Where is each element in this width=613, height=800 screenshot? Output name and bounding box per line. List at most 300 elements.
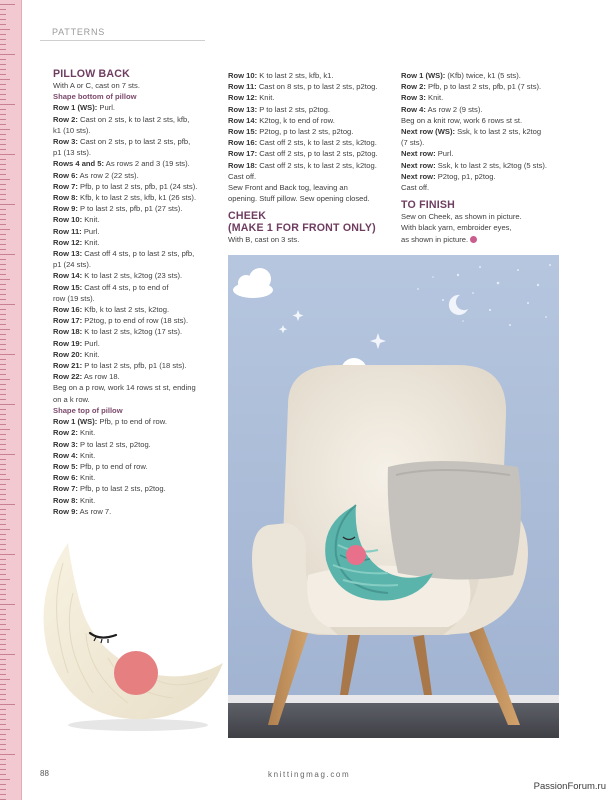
ruler-tick	[0, 314, 6, 315]
row-label: Row 3:	[53, 137, 78, 147]
ruler-tick	[0, 254, 15, 255]
ruler-tick	[0, 159, 6, 160]
ruler-tick	[0, 534, 6, 535]
instruction-line	[53, 136, 218, 147]
row-label: Row 8:	[53, 193, 78, 203]
ruler-tick	[0, 269, 6, 270]
row-text: P to last 2 sts, p2tog.	[257, 104, 331, 114]
instruction-line	[401, 104, 566, 115]
ruler-tick	[0, 669, 6, 670]
row-text: With A or C, cast on 7 sts.	[53, 81, 140, 90]
row-text: Knit.	[82, 215, 100, 225]
instruction-line	[228, 182, 393, 193]
instruction-line	[401, 148, 566, 159]
row-label: Row 14:	[228, 115, 258, 125]
cheek-instructions	[401, 70, 566, 193]
ruler-tick	[0, 469, 6, 470]
yarn-ball-icon	[470, 236, 477, 243]
row-label: Row 9:	[53, 506, 78, 516]
row-text: Pfb, p to last 2 sts, pfb, p1 (7 sts).	[425, 82, 542, 92]
row-text: Cast off 2 sts, k to last 2 sts, k2tog.	[257, 160, 377, 170]
ruler-tick	[0, 139, 6, 140]
ruler-tick	[0, 264, 6, 265]
row-text: Purl.	[435, 149, 454, 159]
instruction-line	[53, 259, 218, 270]
row-label: Row 18:	[228, 160, 258, 170]
ruler-tick	[0, 749, 6, 750]
ruler-tick	[0, 494, 6, 495]
ruler-tick	[0, 639, 6, 640]
row-text: Cast on 8 sts, p to last 2 sts, p2tog.	[256, 82, 378, 92]
ruler-tick	[0, 704, 15, 705]
ruler-tick	[0, 324, 6, 325]
ruler-tick	[0, 309, 6, 310]
ruler-tick	[0, 564, 6, 565]
ruler-tick	[0, 64, 6, 65]
ruler-tick	[0, 424, 6, 425]
instruction-line	[53, 483, 218, 494]
ruler-tick	[0, 154, 15, 155]
ruler-tick	[0, 234, 6, 235]
instruction-line	[401, 171, 566, 182]
ruler-tick	[0, 279, 10, 280]
ruler-tick	[0, 209, 6, 210]
ruler-tick	[0, 459, 6, 460]
row-label: Next row:	[401, 160, 436, 170]
row-text: Kfb, k to last 2 sts, k2tog.	[82, 305, 170, 315]
ruler-tick	[0, 59, 6, 60]
ruler-tick	[0, 144, 6, 145]
ruler-tick	[0, 259, 6, 260]
row-label: Row 1 (WS):	[53, 417, 98, 427]
subheading: Shape top of pillow	[53, 405, 123, 415]
row-label: Row 2:	[53, 428, 78, 438]
row-label: Next row:	[401, 149, 436, 159]
row-label: Row 4:	[401, 104, 426, 114]
row-text: P2tog, p to last 2 sts, p2tog.	[257, 127, 354, 137]
row-text: Ssk, k to last 2 sts, k2tog (5 sts).	[435, 160, 548, 170]
ruler-tick	[0, 129, 10, 130]
ruler-tick	[0, 439, 6, 440]
ruler-tick	[0, 104, 15, 105]
row-text: P2tog, p1, p2tog.	[435, 171, 496, 181]
header-divider	[40, 40, 205, 41]
row-label: Row 13:	[53, 249, 83, 259]
ruler-tick	[0, 644, 6, 645]
row-label: Next row:	[401, 171, 436, 181]
ruler-tick	[0, 454, 15, 455]
ruler-tick	[0, 9, 6, 10]
armchair-scene-illustration	[228, 255, 559, 738]
instruction-line	[401, 182, 566, 193]
row-text: Knit.	[82, 349, 100, 359]
instruction-line	[228, 92, 393, 103]
ruler-tick	[0, 779, 10, 780]
row-text: Cast off 2 sts, p to last 2 sts, p2tog.	[257, 149, 378, 159]
row-label: Row 11:	[53, 226, 82, 236]
finish-line	[401, 234, 566, 245]
ruler-tick	[0, 764, 6, 765]
ruler-tick	[0, 79, 10, 80]
ruler-tick	[0, 524, 6, 525]
ruler-tick	[0, 34, 6, 35]
row-label: Row 7:	[53, 484, 78, 494]
ruler-tick	[0, 664, 6, 665]
row-text: As row 2 (22 sts).	[77, 170, 139, 180]
row-text: Knit.	[82, 237, 100, 247]
instruction-line	[53, 226, 218, 237]
row-text: Knit.	[425, 93, 444, 103]
instruction-line	[401, 92, 566, 103]
ruler-tick	[0, 604, 15, 605]
row-label: Row 15:	[53, 282, 83, 292]
row-text: Knit.	[77, 428, 96, 438]
ruler-tick	[0, 569, 6, 570]
row-label: Row 18:	[53, 327, 83, 337]
instruction-line	[53, 349, 218, 360]
row-label: Row 13:	[228, 104, 258, 114]
ruler-tick	[0, 249, 6, 250]
instruction-line	[53, 461, 218, 472]
row-label: Row 16:	[53, 305, 83, 315]
ruler-tick	[0, 794, 6, 795]
row-text: K to last 2 sts, k2tog (17 sts).	[82, 327, 183, 337]
ruler-tick	[0, 84, 6, 85]
ruler-tick	[0, 549, 6, 550]
pillow-back-heading: PILLOW BACK	[53, 68, 130, 80]
ruler-tick	[0, 629, 10, 630]
ruler-tick	[0, 679, 10, 680]
ruler-tick	[0, 444, 6, 445]
ruler-tick	[0, 379, 10, 380]
row-text: (7 sts).	[401, 138, 425, 148]
instruction-line	[53, 80, 218, 91]
ruler-tick	[0, 214, 6, 215]
ruler-tick	[0, 719, 6, 720]
row-text: Beg on a p row, work 14 rows st st, ending	[53, 383, 196, 393]
ruler-tick	[0, 49, 6, 50]
row-text: k1 (10 sts).	[53, 125, 91, 135]
instruction-line	[401, 160, 566, 171]
ruler-tick	[0, 579, 10, 580]
row-label: Row 17:	[53, 316, 83, 326]
finish-line: Sew on Cheek, as shown in picture.	[401, 212, 522, 222]
ruler-tick	[0, 624, 6, 625]
ruler-tick	[0, 729, 10, 730]
row-label: Row 19:	[53, 338, 83, 348]
ruler-tick	[0, 699, 6, 700]
moon-pillow-illustration	[38, 533, 223, 733]
ruler-tick	[0, 289, 6, 290]
row-text: p1 (24 sts).	[53, 260, 91, 270]
row-text: Knit.	[77, 450, 96, 460]
instruction-line	[53, 371, 218, 382]
ruler-tick	[0, 164, 6, 165]
ruler-tick	[0, 734, 6, 735]
row-text: P to last 2 sts, pfb, p1 (27 sts).	[77, 204, 183, 214]
magazine-website: knittingmag.com	[268, 770, 351, 779]
ruler-tick	[0, 149, 6, 150]
instruction-line	[401, 137, 566, 148]
ruler-tick	[0, 329, 10, 330]
ruler-tick	[0, 784, 6, 785]
ruler-tick	[0, 479, 10, 480]
ruler-tick	[0, 124, 6, 125]
row-text: Purl.	[81, 226, 100, 236]
row-label: Row 1 (WS):	[53, 103, 98, 113]
instruction-line	[53, 495, 218, 506]
armchair-photo	[228, 255, 559, 738]
ruler-tick	[0, 724, 6, 725]
ruler-tick	[0, 449, 6, 450]
ruler-tick	[0, 694, 6, 695]
ruler-tick	[0, 399, 6, 400]
row-text: K to last 2 sts, kfb, k1.	[257, 71, 334, 80]
instruction-line	[53, 192, 218, 203]
ruler-tick	[0, 484, 6, 485]
row-text: P to last 2 sts, pfb, p1 (18 sts).	[82, 361, 187, 371]
section-label: PATTERNS	[52, 27, 106, 37]
row-text: on a k row.	[53, 394, 90, 404]
row-label: Row 10:	[53, 215, 83, 225]
ruler-tick	[0, 584, 6, 585]
row-text: K to last 2 sts, k2tog (23 sts).	[82, 271, 183, 281]
row-text: Cast on 2 sts, k to last 2 sts, kfb,	[77, 114, 190, 124]
instruction-line	[228, 148, 393, 159]
instruction-line	[53, 282, 218, 293]
row-text: As rows 2 and 3 (19 sts).	[104, 159, 190, 169]
column-cheek-rows	[401, 70, 566, 245]
instruction-line	[53, 237, 218, 248]
instruction-line	[401, 115, 566, 126]
instruction-line	[228, 126, 393, 137]
instruction-line	[401, 70, 566, 81]
ruler-tick	[0, 504, 15, 505]
instruction-line	[53, 416, 218, 427]
row-text: Beg on a knit row, work 6 rows st st.	[401, 115, 523, 125]
ruler-tick	[0, 499, 6, 500]
cheek-heading-title: CHEEK	[228, 210, 267, 223]
instruction-line	[228, 171, 393, 182]
ruler-tick	[0, 514, 6, 515]
instruction-line	[53, 450, 218, 461]
ruler-tick	[0, 599, 6, 600]
ruler-tick	[0, 299, 6, 300]
ruler-tick	[0, 659, 6, 660]
instruction-line	[53, 181, 218, 192]
ruler-tick	[0, 374, 6, 375]
ruler-tick	[0, 634, 6, 635]
ruler-tick	[0, 339, 6, 340]
row-label: Row 7:	[53, 181, 78, 191]
instruction-line	[53, 382, 218, 393]
instruction-line	[53, 214, 218, 225]
row-text: Cast on 2 sts, p to last 2 sts, pfb,	[77, 137, 191, 147]
ruler-tick	[0, 384, 6, 385]
row-label: Row 14:	[53, 271, 83, 281]
ruler-tick	[0, 359, 6, 360]
ruler-tick	[0, 239, 6, 240]
ruler-tick	[0, 389, 6, 390]
ruler-tick	[0, 194, 6, 195]
row-label: Row 3:	[401, 93, 426, 103]
row-text: Knit.	[257, 93, 275, 103]
finish-line: With black yarn, embroider eyes,	[401, 223, 512, 233]
row-text: Pfb, p to last 2 sts, p2tog.	[77, 484, 166, 494]
ruler-tick	[0, 714, 6, 715]
ruler-tick	[0, 44, 6, 45]
ruler-tick	[0, 169, 6, 170]
pillow-back-continued-instructions	[228, 70, 393, 204]
cheek-heading-subtitle: (MAKE 1 FOR FRONT ONLY)	[228, 222, 376, 235]
ruler-tick	[0, 199, 6, 200]
ruler-tick	[0, 614, 6, 615]
row-text: Pfb, p to last 2 sts, pfb, p1 (24 sts).	[77, 181, 198, 191]
ruler-tick	[0, 539, 6, 540]
row-text: Cast off.	[401, 183, 430, 193]
row-text: (Kfb) twice, k1 (5 sts).	[445, 71, 521, 80]
instruction-line	[53, 125, 218, 136]
to-finish-heading: TO FINISH	[401, 199, 455, 212]
row-label: Row 17:	[228, 149, 258, 159]
ruler-tick	[0, 769, 6, 770]
ruler-tick	[0, 39, 6, 40]
ruler-tick	[0, 14, 6, 15]
row-label: Row 20:	[53, 349, 83, 359]
ruler-tick	[0, 99, 6, 100]
instruction-line	[53, 248, 218, 259]
row-label: Row 22:	[53, 372, 83, 382]
row-text: Sew Front and Back tog, leaving an	[228, 183, 348, 193]
row-text: As row 18.	[82, 372, 120, 382]
ruler-tick	[0, 284, 6, 285]
ruler-tick	[0, 434, 6, 435]
instruction-line	[53, 506, 218, 517]
row-text: Ssk, k to last 2 sts, k2tog	[455, 127, 542, 137]
ruler-tick	[0, 69, 6, 70]
instruction-line	[53, 270, 218, 281]
ruler-tick	[0, 354, 15, 355]
instruction-line	[53, 338, 218, 349]
row-label: Row 9:	[53, 204, 78, 214]
ruler-tick	[0, 419, 6, 420]
row-text: Knit.	[77, 473, 96, 483]
ruler-tick	[0, 649, 6, 650]
ruler-tick	[0, 294, 6, 295]
row-label: Next row (WS):	[401, 127, 455, 137]
instruction-line	[401, 81, 566, 92]
ruler-tick	[0, 224, 6, 225]
ruler-tick	[0, 509, 6, 510]
ruler-tick	[0, 414, 6, 415]
ruler-tick	[0, 474, 6, 475]
instruction-line	[53, 439, 218, 450]
instruction-line	[53, 427, 218, 438]
instruction-line	[53, 394, 218, 405]
instruction-line	[228, 193, 393, 204]
ruler-tick	[0, 174, 6, 175]
ruler-tick	[0, 429, 10, 430]
row-label: Row 2:	[53, 114, 78, 124]
ruler-tick	[0, 319, 6, 320]
row-label: Row 15:	[228, 127, 258, 137]
row-label: Row 16:	[228, 138, 258, 148]
row-label: Row 12:	[228, 93, 258, 103]
ruler-tick	[0, 609, 6, 610]
instruction-line	[53, 326, 218, 337]
row-text: opening. Stuff pillow. Sew opening closed.	[228, 194, 370, 204]
row-text: row (19 sts).	[53, 293, 95, 303]
instruction-line	[53, 315, 218, 326]
row-text: Knit.	[77, 495, 96, 505]
ruler-tick	[0, 654, 15, 655]
ruler-tick	[0, 119, 6, 120]
ruler-tick	[0, 589, 6, 590]
row-text: Pfb, p to end of row.	[97, 417, 167, 427]
row-label: Row 8:	[53, 495, 78, 505]
instruction-line	[53, 114, 218, 125]
instruction-line	[53, 360, 218, 371]
instruction-line	[53, 293, 218, 304]
ruler-tick	[0, 344, 6, 345]
row-label: Row 5:	[53, 461, 78, 471]
row-label: Row 3:	[53, 439, 78, 449]
instruction-line	[53, 147, 218, 158]
row-label: Row 1 (WS):	[401, 71, 446, 80]
instruction-line	[53, 170, 218, 181]
row-label: Row 12:	[53, 237, 83, 247]
ruler-tick	[0, 739, 6, 740]
row-text: Cast off.	[228, 171, 257, 181]
instruction-line	[228, 81, 393, 92]
ruler-tick	[0, 394, 6, 395]
ruler-tick	[0, 74, 6, 75]
row-text: P2tog, p to end of row (18 sts).	[82, 316, 189, 326]
row-label: Row 6:	[53, 170, 78, 180]
row-label: Row 10:	[228, 71, 258, 80]
finish-line-text: as shown in picture.	[401, 234, 469, 244]
row-text: As row 2 (9 sts).	[425, 104, 483, 114]
ruler-tick	[0, 369, 6, 370]
ruler-tick	[0, 29, 10, 30]
ruler-tick	[0, 689, 6, 690]
ruler-tick	[0, 519, 6, 520]
ruler-tick	[0, 24, 6, 25]
instruction-line	[228, 70, 393, 81]
ruler-tick	[0, 184, 6, 185]
row-text: Cast off 4 sts, p to last 2 sts, pfb,	[82, 249, 195, 259]
ruler-tick	[0, 529, 10, 530]
ruler-tick	[0, 409, 6, 410]
ruler-tick	[0, 244, 6, 245]
ruler-tick	[0, 179, 10, 180]
instruction-line	[228, 160, 393, 171]
ruler-tick	[0, 4, 15, 5]
watermark: PassionForum.ru	[533, 781, 606, 792]
ruler-tick	[0, 489, 6, 490]
ruler-tick	[0, 789, 6, 790]
ruler-tick	[0, 404, 15, 405]
ruler-tick	[0, 334, 6, 335]
ruler-tick	[0, 619, 6, 620]
instruction-line	[401, 126, 566, 137]
ruler-tick	[0, 674, 6, 675]
ruler-tick	[0, 544, 6, 545]
row-text: Purl.	[82, 338, 100, 348]
ruler-tick	[0, 709, 6, 710]
instruction-line	[53, 158, 218, 169]
cheek-intro: With B, cast on 3 sts.	[228, 235, 300, 245]
